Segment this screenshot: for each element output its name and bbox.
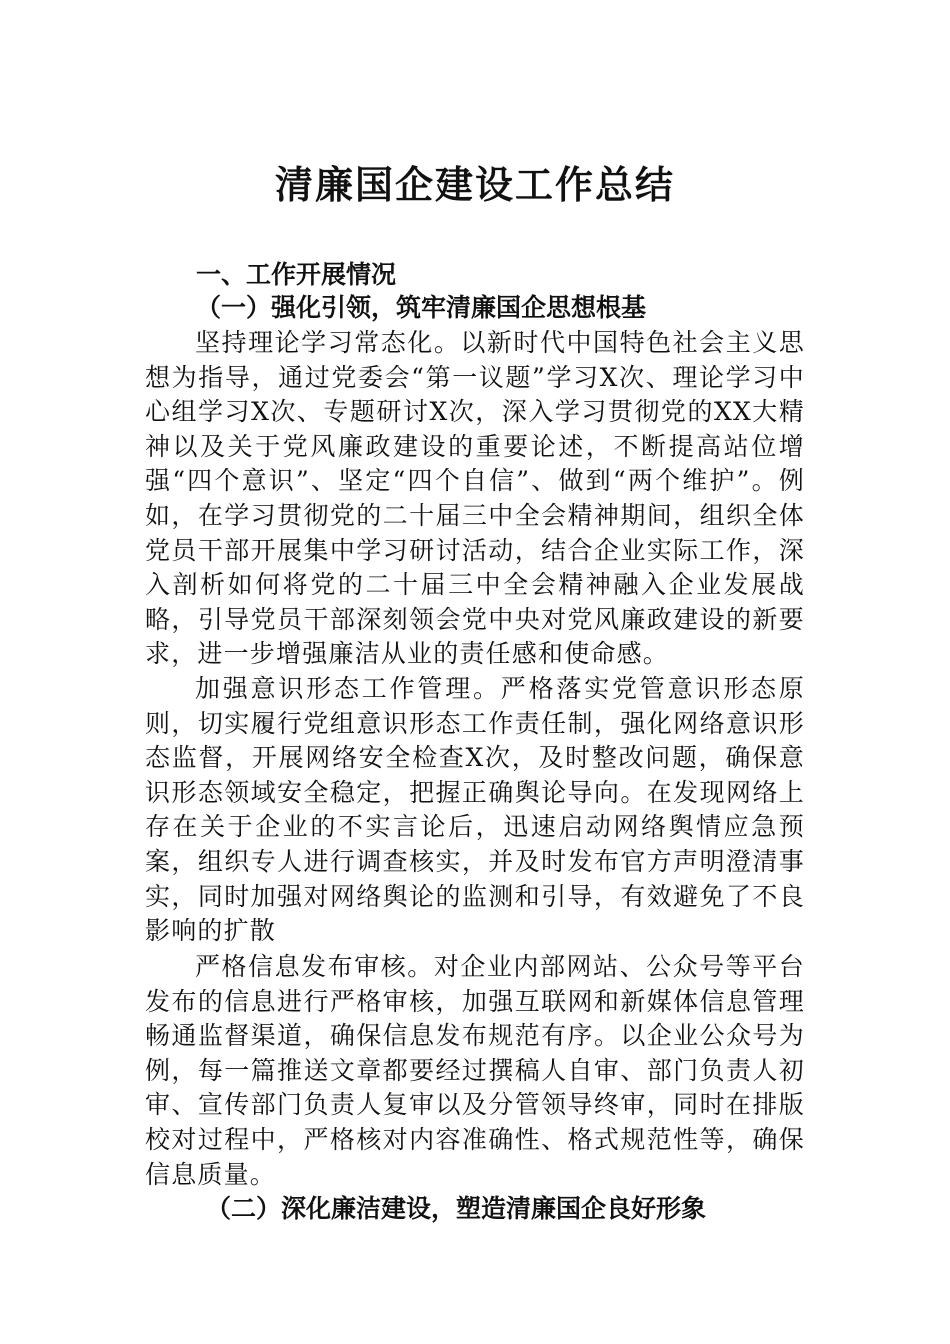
- body-paragraph: 坚持理论学习常态化。以新时代中国特色社会主义思想为指导，通过党委会“第一议题”学习X次、理论学习中心组学习X次、专题研讨X次，深入学习贯彻党的XX大精神以及关于党风廉政建设的重要论述，不断提高站位增强“四个意识”、坚定“四个自信”、做到“两个维护”。例如，在学习贯彻党的二十届三中全会精神期间，组织全体党员干部开展集中学习研讨活动，结合企业实际工作，深入剖析如何将党的二十届三中全会精神融入企业发展战略，引导党员干部深刻领会党中央对党风廉政建设的新要求，进一步增强廉洁从业的责任感和使命感。: [145, 328, 805, 669]
- body-paragraph: 严格信息发布审核。对企业内部网站、公众号等平台发布的信息进行严格审核，加强互联网和新媒体信息管理畅通监督渠道，确保信息发布规范有序。以企业公众号为例，每一篇推送文章都要经过撰稿人自审、部门负责人初审、宣传部门负责人复审以及分管领导终审，同时在排版校对过程中，严格核对内容准确性、格式规范性等，确保信息质量。: [145, 952, 805, 1189]
- section-heading: 一、工作开展情况: [196, 260, 397, 289]
- subsection-heading: （二）深化廉洁建设，塑造清廉国企良好形象: [206, 1194, 707, 1223]
- document-title: 清廉国企建设工作总结: [274, 162, 675, 207]
- subsection-heading: （一）强化引领，筑牢清廉国企思想根基: [196, 293, 647, 322]
- body-paragraph: 加强意识形态工作管理。严格落实党管意识形态原则，切实履行党组意识形态工作责任制，强化网络意识形态监督，开展网络安全检查X次，及时整改问题，确保意识形态领域安全稳定，把握正确舆论导向。在发现网络上存在关于企业的不实言论后，迅速启动网络舆情应急预案，组织专人进行调查核实，并及时发布官方声明澄清事实，同时加强对网络舆论的监测和引导，有效避免了不良影响的扩散: [145, 674, 805, 946]
